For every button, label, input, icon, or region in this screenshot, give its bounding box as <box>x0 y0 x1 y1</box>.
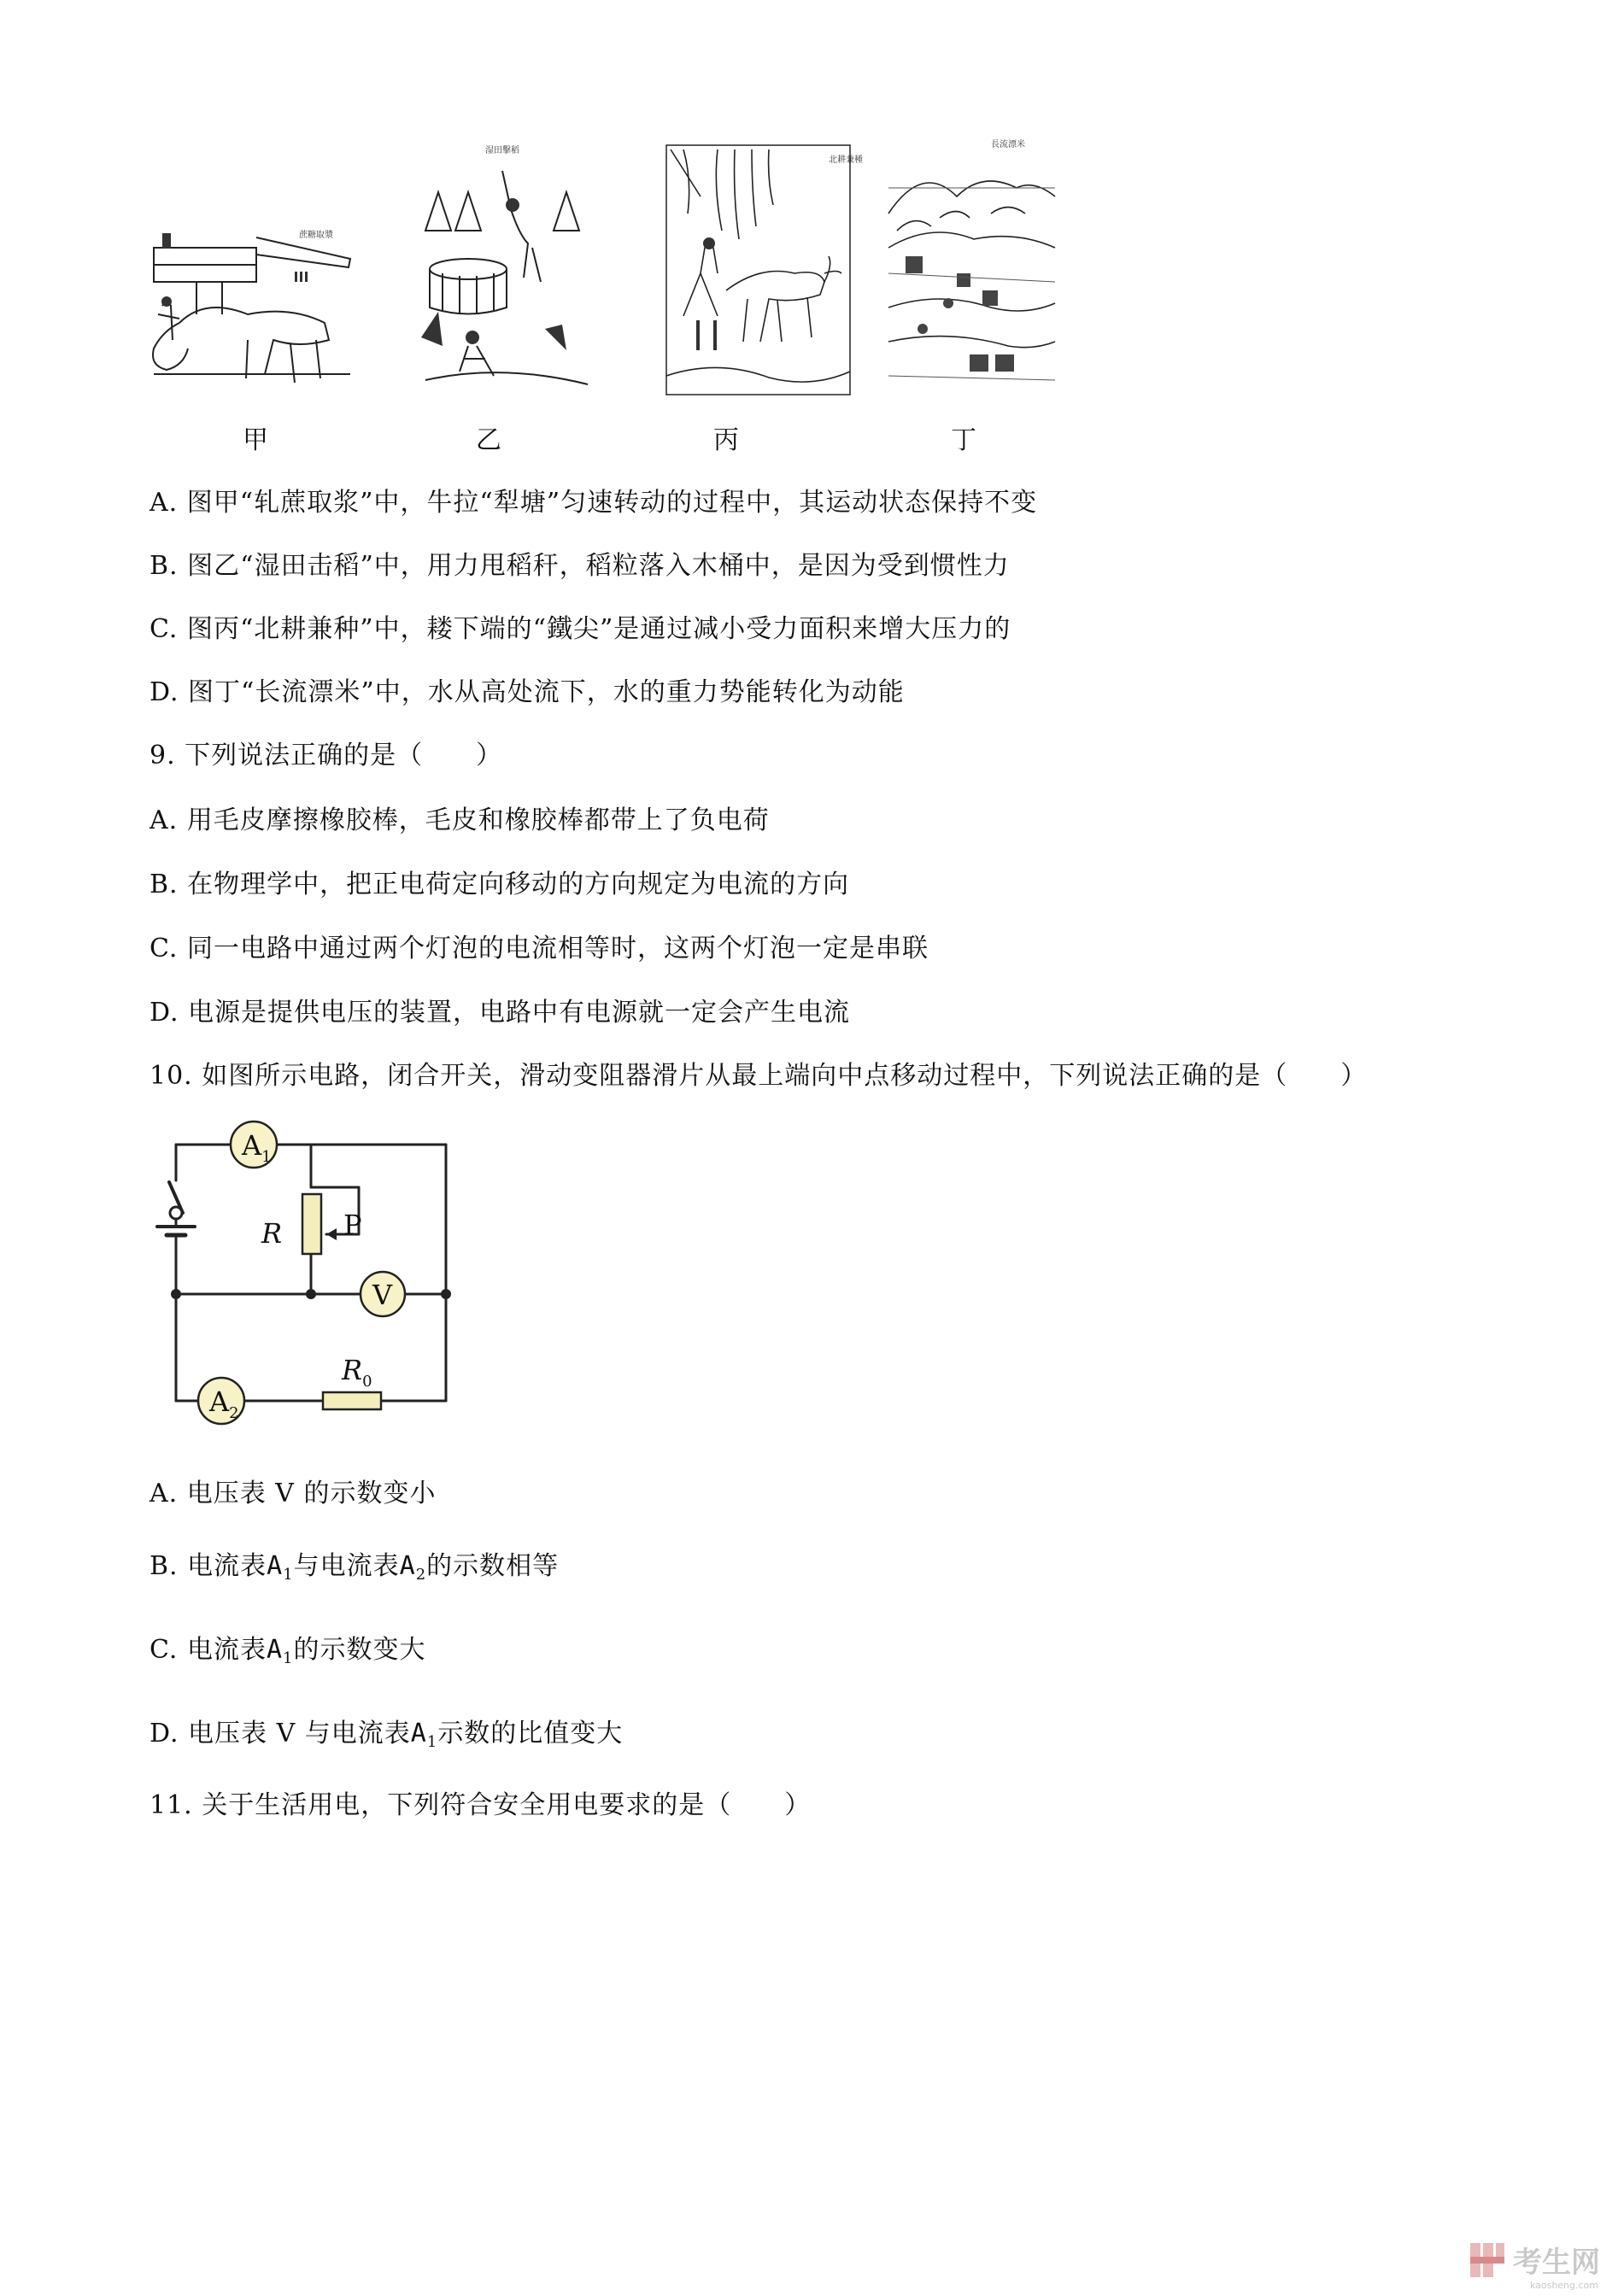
figure-caption-yi: 乙 <box>476 425 501 455</box>
figure-caption-ding: 丁 <box>951 425 976 455</box>
watermark <box>1469 2239 1600 2281</box>
watermark-text: 考生网 <box>1513 2246 1600 2280</box>
figure-caption-jia: 甲 <box>243 425 268 455</box>
figure-caption-bing: 丙 <box>713 425 739 455</box>
q10-option-c-meter1: A <box>266 1635 284 1665</box>
q10-stem: 10. 如图所示电路，闭合开关，滑动变阻器滑片从最上端向中点移动过程中，下列说法正确的是（ ） <box>150 1061 1368 1091</box>
q10-option-b-part1: B. 电流表 <box>150 1551 267 1581</box>
q10-option-d <box>150 1712 623 1751</box>
q8-option-a: A. 图甲“轧蔗取浆”中，牛拉“犁塘”匀速转动的过程中，其运动状态保持不变 <box>150 488 1038 518</box>
q10-option-c-part2: 的示数变大 <box>293 1635 426 1665</box>
q10-option-d-part2: 示数的比值变大 <box>437 1719 624 1748</box>
q10-r0-label: $R_0$ <box>342 1354 372 1391</box>
q9-option-c: C. 同一电路中通过两个灯泡的电流相等时，这两个灯泡一定是串联 <box>150 934 929 964</box>
q10-option-b <box>150 1544 559 1584</box>
q10-option-b-meter2-sub: 2 <box>415 1566 427 1584</box>
q10-circuit-diagram <box>145 1102 470 1444</box>
q10-option-b-meter2: A <box>399 1551 416 1581</box>
figure-bing-title: 北耕兼種 <box>829 155 863 165</box>
q9-option-a: A. 用毛皮摩擦橡胶棒，毛皮和橡胶棒都带上了负电荷 <box>150 805 770 835</box>
q10-option-c-meter1-sub: 1 <box>283 1649 294 1667</box>
q11-stem: 11. 关于生活用电，下列符合安全用电要求的是（ ） <box>150 1790 812 1820</box>
q10-option-d-meter1: A <box>410 1719 427 1748</box>
watermark-logo-icon <box>1469 2241 1506 2279</box>
q10-option-a: A. 电压表 V 的示数变小 <box>150 1479 437 1508</box>
figure-bing-illustration <box>666 145 863 395</box>
q9-option-d: D. 电源是提供电压的装置，电路中有电源就一定会产生电流 <box>150 998 851 1028</box>
q10-option-d-part1: D. 电压表 V 与电流表 <box>150 1719 411 1748</box>
q10-option-b-part3: 的示数相等 <box>426 1551 560 1581</box>
figure-jia-title: 蔗糖取漿 <box>299 231 333 240</box>
q8-option-d: D. 图丁“长流漂米”中，水从高处流下，水的重力势能转化为动能 <box>150 677 905 707</box>
q10-slider-label: P <box>343 1209 362 1241</box>
q9-option-b: B. 在物理学中，把正电荷定向移动的方向规定为电流的方向 <box>150 870 850 899</box>
q10-option-b-meter1-sub: 1 <box>283 1566 294 1584</box>
q10-option-d-meter1-sub: 1 <box>426 1733 438 1751</box>
q10-ammeter-a2-label: $A_2$ <box>209 1385 239 1422</box>
q8-option-c: C. 图丙“北耕兼种”中，耧下端的“鐵尖”是通过减小受力面积来增大压力的 <box>150 614 1011 644</box>
figure-ding-title: 長流漂米 <box>991 140 1025 149</box>
q10-option-c-part1: C. 电流表 <box>150 1635 267 1665</box>
q8-option-b: B. 图乙“湿田击稻”中，用力甩稻秆，稻粒落入木桶中，是因为受到惯性力 <box>150 551 1010 581</box>
q10-rheostat-label: R <box>261 1217 283 1250</box>
figure-jia-illustration <box>145 220 359 400</box>
q9-stem: 9. 下列说法正确的是（ ） <box>150 741 503 770</box>
watermark-subtext: kaosheng.com <box>1529 2280 1598 2291</box>
q10-option-c <box>150 1628 425 1667</box>
q10-option-b-part2: 与电流表 <box>293 1551 400 1581</box>
q10-voltmeter-label: V <box>372 1279 393 1311</box>
figure-yi-title: 湿田擊稻 <box>485 146 519 155</box>
figure-ding-illustration <box>888 137 1055 389</box>
q10-ammeter-a1-label: $A_1$ <box>242 1129 272 1166</box>
figure-yi-illustration <box>417 141 592 397</box>
q10-option-b-meter1: A <box>267 1551 284 1581</box>
